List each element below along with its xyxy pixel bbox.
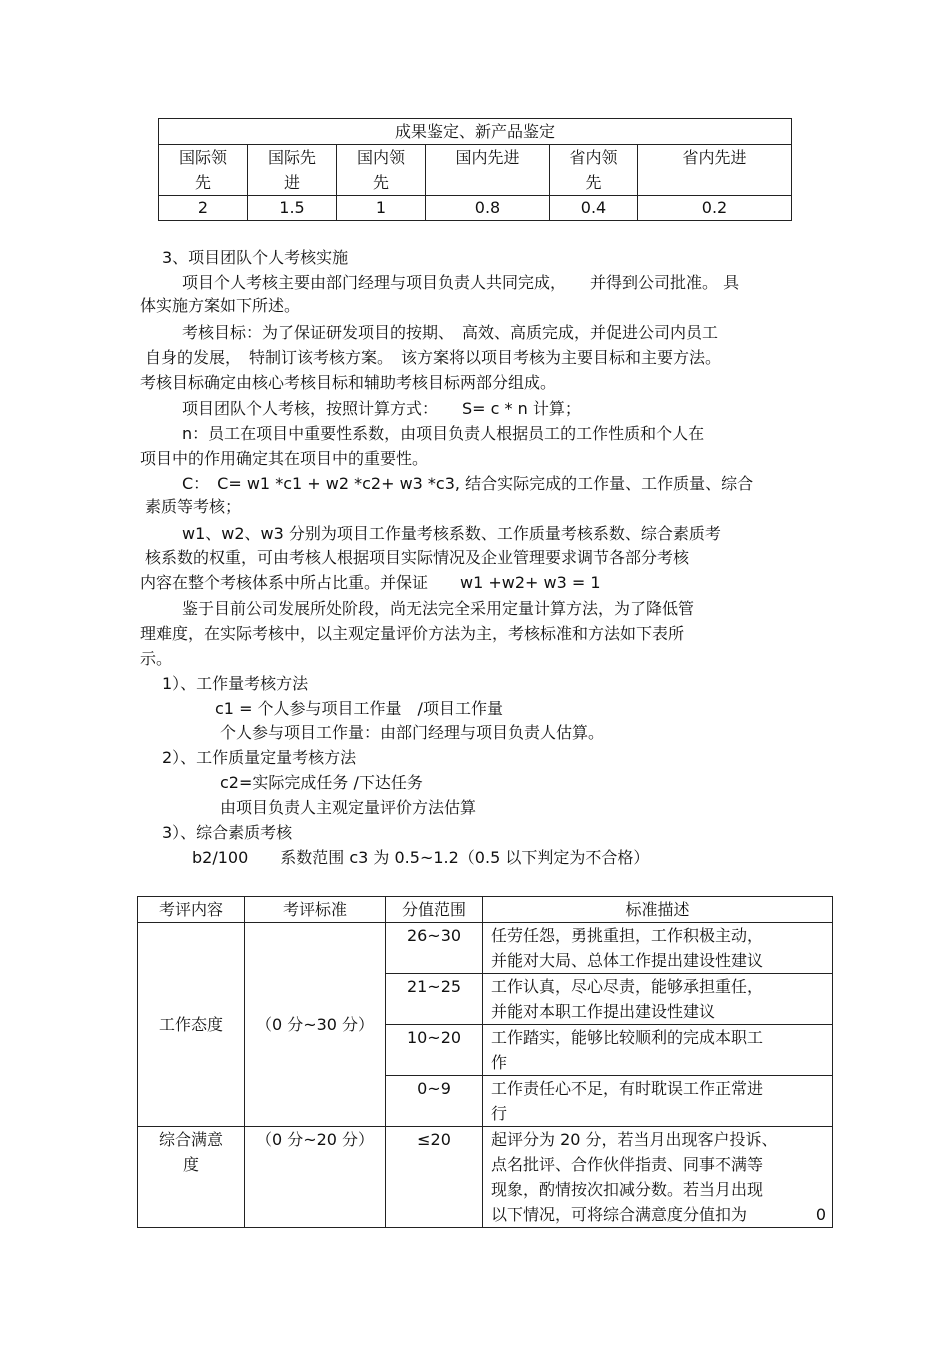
paragraph-line: 核系数的权重，可由考核人根据项目实际情况及企业管理要求调节各部分考核 xyxy=(145,548,690,567)
paragraph-line: 素质等考核； xyxy=(145,497,242,516)
paragraph-line: w1、w2、w3 分别为项目工作量考核系数、工作质量考核系数、综合素质考 xyxy=(182,524,721,543)
header-cell: 国内先进 xyxy=(426,145,550,196)
paragraph-line: 项目中的作用确定其在项目中的重要性。 xyxy=(140,449,429,468)
header-cell: 分值范围 xyxy=(386,897,483,923)
header-cell: 国际领 先 xyxy=(159,145,248,196)
value-cell: 0.8 xyxy=(426,196,550,221)
paragraph-line: n：员工在项目中重要性系数，由项目负责人根据员工的工作性质和个人在 xyxy=(182,424,705,443)
description-cell: 工作踏实，能够比较顺利的完成本职工 作 xyxy=(483,1025,833,1076)
header-cell: 国内领 先 xyxy=(337,145,426,196)
section-title: 3、项目团队个人考核实施 xyxy=(162,248,349,267)
paragraph-line: 自身的发展， 特制订该考核方案。 该方案将以项目考核为主要目标和主要方法。 xyxy=(145,348,722,367)
value-cell: 0.4 xyxy=(550,196,638,221)
standard-cell: （0 分~20 分） xyxy=(245,1127,386,1228)
item-cell: 综合满意 度 xyxy=(138,1127,245,1228)
range-cell: ≤20 xyxy=(386,1127,483,1228)
header-cell: 省内先进 xyxy=(638,145,792,196)
value-cell: 1 xyxy=(337,196,426,221)
table-row xyxy=(138,1127,833,1228)
standard-cell: （0 分~30 分） xyxy=(245,923,386,1127)
range-cell: 26~30 xyxy=(386,923,483,974)
range-cell: 0~9 xyxy=(386,1076,483,1127)
evaluation-criteria-table xyxy=(137,896,833,1228)
paragraph-line: 项目个人考核主要由部门经理与项目负责人共同完成， 并得到公司批准。 具 xyxy=(182,273,740,292)
paragraph-line: 内容在整个考核体系中所占比重。并保证 w1 +w2+ w3 = 1 xyxy=(140,573,601,592)
paragraph-line: 理难度，在实际考核中，以主观定量评价方法为主，考核标准和方法如下表所 xyxy=(140,624,685,643)
value-cell: 1.5 xyxy=(248,196,337,221)
value-cell: 2 xyxy=(159,196,248,221)
header-cell: 考评标准 xyxy=(245,897,386,923)
header-cell: 考评内容 xyxy=(138,897,245,923)
table-caption: 成果鉴定、新产品鉴定 xyxy=(159,119,792,145)
subsection-title: 3）、综合素质考核 xyxy=(162,823,293,842)
paragraph-line: C： C= w1 *c1 + w2 *c2+ w3 *c3, 结合实际完成的工作量、工作质量、综合 xyxy=(182,474,754,493)
paragraph-line: 体实施方案如下所述。 xyxy=(140,296,301,315)
item-cell: 工作态度 xyxy=(138,923,245,1127)
paragraph-line: 考核目标确定由核心考核目标和辅助考核目标两部分组成。 xyxy=(140,373,557,392)
header-cell: 标准描述 xyxy=(483,897,833,923)
description-cell: 起评分为 20 分，若当月出现客户投诉、 点名批评、合作伙伴指责、同事不满等 现象，酌情按次扣减分数。若当月出现 以下情况，可将综合满意度分值扣为 0 xyxy=(483,1127,833,1228)
paragraph-line: 项目团队个人考核，按照计算方式： S= c * n 计算； xyxy=(182,399,581,418)
description-cell: 工作认真，尽心尽责，能够承担重任， 并能对本职工作提出建设性建议 xyxy=(483,974,833,1025)
formula-line: b2/100 系数范围 c3 为 0.5~1.2（0.5 以下判定为不合格） xyxy=(192,848,650,867)
paragraph-line: 由项目负责人主观定量评价方法估算 xyxy=(220,798,477,817)
formula-line: c1 = 个人参与项目工作量 /项目工作量 xyxy=(215,699,503,718)
value-cell: 0.2 xyxy=(638,196,792,221)
appraisal-coefficient-table xyxy=(158,118,792,221)
paragraph-line: 考核目标：为了保证研发项目的按期、 高效、高质完成，并促进公司内员工 xyxy=(182,323,719,342)
description-cell: 任劳任怨，勇挑重担，工作积极主动， 并能对大局、总体工作提出建设性建议 xyxy=(483,923,833,974)
formula-line: c2=实际完成任务 /下达任务 xyxy=(220,773,423,792)
table-row xyxy=(138,923,833,974)
paragraph-line: 示。 xyxy=(140,649,173,668)
range-cell: 21~25 xyxy=(386,974,483,1025)
header-cell: 省内领 先 xyxy=(550,145,638,196)
description-cell: 工作责任心不足，有时耽误工作正常进 行 xyxy=(483,1076,833,1127)
subsection-title: 2）、工作质量定量考核方法 xyxy=(162,748,357,767)
header-cell: 国际先 进 xyxy=(248,145,337,196)
paragraph-line: 鉴于目前公司发展所处阶段，尚无法完全采用定量计算方法，为了降低管 xyxy=(182,599,695,618)
paragraph-line: 个人参与项目工作量：由部门经理与项目负责人估算。 xyxy=(220,723,605,742)
subsection-title: 1）、工作量考核方法 xyxy=(162,674,309,693)
range-cell: 10~20 xyxy=(386,1025,483,1076)
